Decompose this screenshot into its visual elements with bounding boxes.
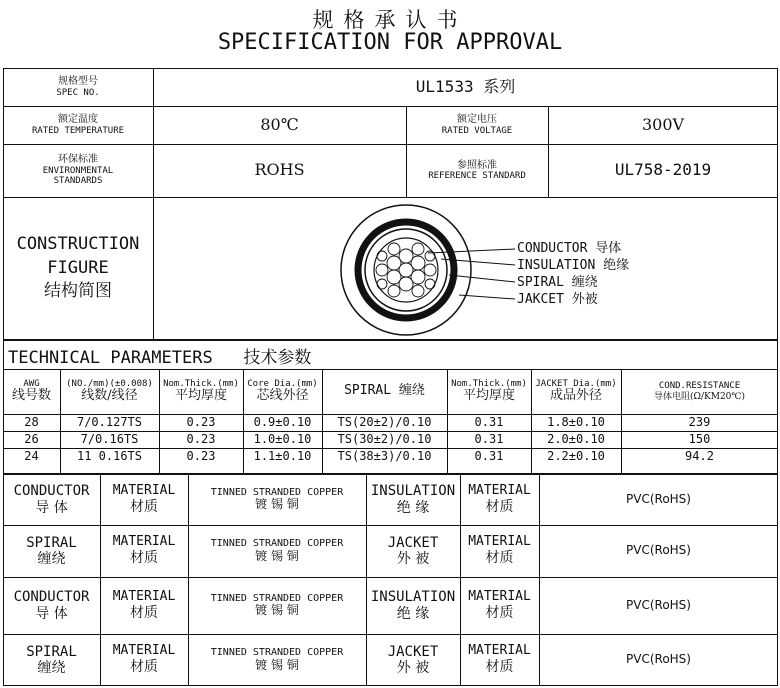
material-desc-2 xyxy=(539,525,778,577)
tech-cell-jacket-dia: 1.8±0.10 xyxy=(547,414,605,429)
material-part-2-en: INSULATION xyxy=(370,483,456,500)
rated-volt-value: 300V xyxy=(641,114,685,134)
spec-no-label-en: SPEC NO. xyxy=(56,87,100,98)
material-part-en: CONDUCTOR xyxy=(13,483,90,500)
material-desc-2 xyxy=(539,634,778,686)
tech-header-top: SPIRAL 缠绕 xyxy=(344,383,425,399)
material-desc-cn: 镀 锡 铜 xyxy=(255,603,299,618)
material-label-cn: 材质 xyxy=(130,659,158,676)
material-part-2-en: JACKET xyxy=(387,534,439,551)
tech-cell-jacket-dia: 2.0±0.10 xyxy=(547,431,605,446)
rated-temp-label xyxy=(3,106,153,144)
tech-cell-cond-resistance: 239 xyxy=(688,414,711,429)
material-label-en: MATERIAL xyxy=(112,588,176,604)
env-standard-value: ROHS xyxy=(254,160,305,180)
material-desc-2 xyxy=(539,577,778,634)
material-label-2-cn: 材质 xyxy=(485,550,514,567)
tech-cell-spiral: TS(38±3)/0.10 xyxy=(337,448,432,463)
tech-cell-nom-thick-2: 0.31 xyxy=(474,414,504,429)
material-desc-en: TINNED STRANDED COPPER xyxy=(210,538,344,550)
material-label-cn: 材质 xyxy=(130,550,158,567)
tech-cell-cond-resistance: 94.2 xyxy=(685,448,714,463)
tech-cell-nom-thick-2: 0.31 xyxy=(474,448,504,463)
material-label-2-cn: 材质 xyxy=(485,498,514,515)
material-part-cn: 缠绕 xyxy=(37,551,66,567)
tech-cell-jacket-dia: 2.2±0.10 xyxy=(547,448,605,463)
material-part-cn: 导 体 xyxy=(35,499,68,516)
material-label-2 xyxy=(460,577,539,634)
material-part-2 xyxy=(366,525,460,577)
construction-label xyxy=(3,197,153,340)
material-desc-en: TINNED STRANDED COPPER xyxy=(210,486,344,498)
material-part-en: CONDUCTOR xyxy=(13,589,90,606)
material-label-2-en: MATERIAL xyxy=(468,588,531,604)
material-desc-en: TINNED STRANDED COPPER xyxy=(210,647,344,659)
material-label xyxy=(100,525,188,577)
material-part-2-cn: 外 被 xyxy=(396,660,430,676)
tech-cell-strand: 11 0.16TS xyxy=(76,448,143,463)
tech-header-strand xyxy=(60,369,159,414)
tech-header-top: Core Dia.(mm) xyxy=(247,378,318,389)
tech-header-awg xyxy=(3,369,60,414)
material-part-2-en: INSULATION xyxy=(370,589,456,606)
material-part-2 xyxy=(366,634,460,686)
tech-header-bottom: 芯线外径 xyxy=(256,388,309,404)
material-part-cn: 导 体 xyxy=(35,605,68,622)
ref-standard-label xyxy=(406,144,548,197)
material-label xyxy=(100,577,188,634)
material-desc-2-en: PVC(RoHS) xyxy=(626,652,691,667)
rated-temp-value: 80℃ xyxy=(260,114,299,134)
tech-header-top: JACKET Dia.(mm) xyxy=(535,378,617,389)
tech-header-jacket-dia xyxy=(531,369,621,414)
material-label-cn: 材质 xyxy=(130,604,158,621)
material-part-2 xyxy=(366,577,460,634)
cable-cross-section-figure xyxy=(153,197,778,340)
tech-header-bottom: 线号数 xyxy=(11,388,51,404)
legend-conductor: CONDUCTOR 导体 xyxy=(517,241,622,256)
material-label-2 xyxy=(460,474,539,525)
conductor-circle xyxy=(374,238,438,302)
material-label-2-cn: 材质 xyxy=(485,604,514,621)
tech-cell-spiral: TS(20±2)/0.10 xyxy=(337,414,432,429)
tech-header-cond-resistance xyxy=(621,369,778,414)
material-part xyxy=(3,525,100,577)
tech-header-spiral xyxy=(322,369,447,414)
material-part-cn: 缠绕 xyxy=(37,660,66,676)
tech-header-top: Nom.Thick.(mm) xyxy=(451,378,527,389)
material-part-2-cn: 外 被 xyxy=(396,551,430,567)
material-label-en: MATERIAL xyxy=(112,482,176,498)
spec-no-label-cn: 规格型号 xyxy=(58,76,98,88)
tech-header-bottom: 导体电阻(Ω/KM20℃) xyxy=(654,391,745,402)
material-part xyxy=(3,634,100,686)
material-part-en: SPIRAL xyxy=(26,534,77,551)
tech-header-bottom: 线数/线径 xyxy=(81,388,138,404)
env-standard-label-cn: 环保标准 xyxy=(58,154,98,166)
legend-jacket: JAKCET 外被 xyxy=(517,292,598,307)
material-label-2-en: MATERIAL xyxy=(468,643,531,659)
rated-volt-label-en: RATED VOLTAGE xyxy=(441,125,513,136)
title-chinese: 规格承认书 xyxy=(312,8,468,32)
material-label-2-en: MATERIAL xyxy=(468,534,531,550)
material-desc-cn: 镀 锡 铜 xyxy=(255,548,299,563)
tech-header-top: AWG xyxy=(23,378,40,389)
tech-cell-nom-thick-2: 0.31 xyxy=(474,431,504,446)
tech-cell-strand: 7/0.16TS xyxy=(80,431,139,446)
tech-header-bottom: 成品外径 xyxy=(549,388,602,404)
material-part-2-cn: 绝 缘 xyxy=(396,499,430,516)
material-label-2 xyxy=(460,525,539,577)
ref-standard-label-cn: 参照标准 xyxy=(457,159,497,171)
material-part xyxy=(3,474,100,525)
env-standard-label-en2: STANDARDS xyxy=(53,176,103,187)
material-desc-2-en: PVC(RoHS) xyxy=(626,597,691,612)
spec-no-value: UL1533 系列 xyxy=(415,76,516,96)
tech-cell-awg: 26 xyxy=(24,431,39,446)
tech-cell-awg: 28 xyxy=(24,414,39,429)
env-standard-label-en1: ENVIRONMENTAL xyxy=(42,165,114,176)
legend-spiral: SPIRAL 缠绕 xyxy=(517,275,598,290)
rated-temp-label-en: RATED TEMPERATURE xyxy=(31,125,125,136)
material-label xyxy=(100,634,188,686)
material-desc xyxy=(188,577,366,634)
tech-header-bottom: 平均厚度 xyxy=(174,388,227,404)
material-desc xyxy=(188,474,366,525)
material-label xyxy=(100,474,188,525)
tech-cell-core-dia: 1.1±0.10 xyxy=(253,448,312,463)
material-desc-2-en: PVC(RoHS) xyxy=(626,543,691,558)
material-desc xyxy=(188,525,366,577)
spec-no-label xyxy=(3,68,153,106)
material-part-2-cn: 绝 缘 xyxy=(396,605,430,622)
rated-volt-label xyxy=(406,106,548,144)
tech-header-bottom: 平均厚度 xyxy=(462,388,515,404)
tech-cell-nom-thick: 0.23 xyxy=(186,448,216,463)
legend-insulation: INSULATION 绝缘 xyxy=(517,258,630,273)
construction-label-en1: CONSTRUCTION xyxy=(16,233,140,254)
material-desc-cn: 镀 锡 铜 xyxy=(255,497,299,512)
material-desc xyxy=(188,634,366,686)
tech-header-top: COND.RESISTANCE xyxy=(658,381,741,392)
ref-standard-value: UL758-2019 xyxy=(614,160,712,180)
material-label-en: MATERIAL xyxy=(112,643,176,659)
tech-header-nom-thick-2 xyxy=(447,369,531,414)
tech-header-nom-thick xyxy=(159,369,243,414)
tech-cell-awg: 24 xyxy=(24,448,39,463)
env-standard-label xyxy=(3,144,153,197)
material-label-2-cn: 材质 xyxy=(485,659,514,676)
construction-label-cn: 结构简图 xyxy=(44,281,112,302)
tech-cell-cond-resistance: 150 xyxy=(688,431,711,446)
tech-params-title: TECHNICAL PARAMETERS 技术参数 xyxy=(8,348,312,368)
construction-legend xyxy=(517,240,629,308)
material-part-en: SPIRAL xyxy=(26,643,77,660)
material-label-cn: 材质 xyxy=(130,498,158,515)
tech-header-top: (NO./mm)(±0.008) xyxy=(66,378,153,389)
material-part xyxy=(3,577,100,634)
ref-standard-label-en: REFERENCE STANDARD xyxy=(428,171,526,182)
tech-cell-nom-thick: 0.23 xyxy=(186,431,216,446)
material-desc-cn: 镀 锡 铜 xyxy=(255,657,299,672)
material-desc-2-en: PVC(RoHS) xyxy=(626,491,691,506)
material-label-2-en: MATERIAL xyxy=(468,482,531,498)
tech-header-core-dia xyxy=(243,369,322,414)
material-label-en: MATERIAL xyxy=(112,534,176,550)
tech-cell-core-dia: 1.0±0.10 xyxy=(253,431,312,446)
tech-header-top: Nom.Thick.(mm) xyxy=(163,378,239,389)
title-english: SPECIFICATION FOR APPROVAL xyxy=(217,30,563,55)
material-desc-2 xyxy=(539,474,778,525)
tech-cell-spiral: TS(30±2)/0.10 xyxy=(337,431,432,446)
material-part-2-en: JACKET xyxy=(387,643,439,660)
tech-cell-core-dia: 0.9±0.10 xyxy=(253,414,312,429)
rated-temp-label-cn: 额定温度 xyxy=(58,114,98,126)
tech-cell-strand: 7/0.127TS xyxy=(76,414,143,429)
construction-label-en2: FIGURE xyxy=(47,257,109,278)
material-part-2 xyxy=(366,474,460,525)
material-label-2 xyxy=(460,634,539,686)
rated-volt-label-cn: 额定电压 xyxy=(457,114,497,126)
tech-cell-nom-thick: 0.23 xyxy=(186,414,216,429)
material-desc-en: TINNED STRANDED COPPER xyxy=(210,592,344,604)
